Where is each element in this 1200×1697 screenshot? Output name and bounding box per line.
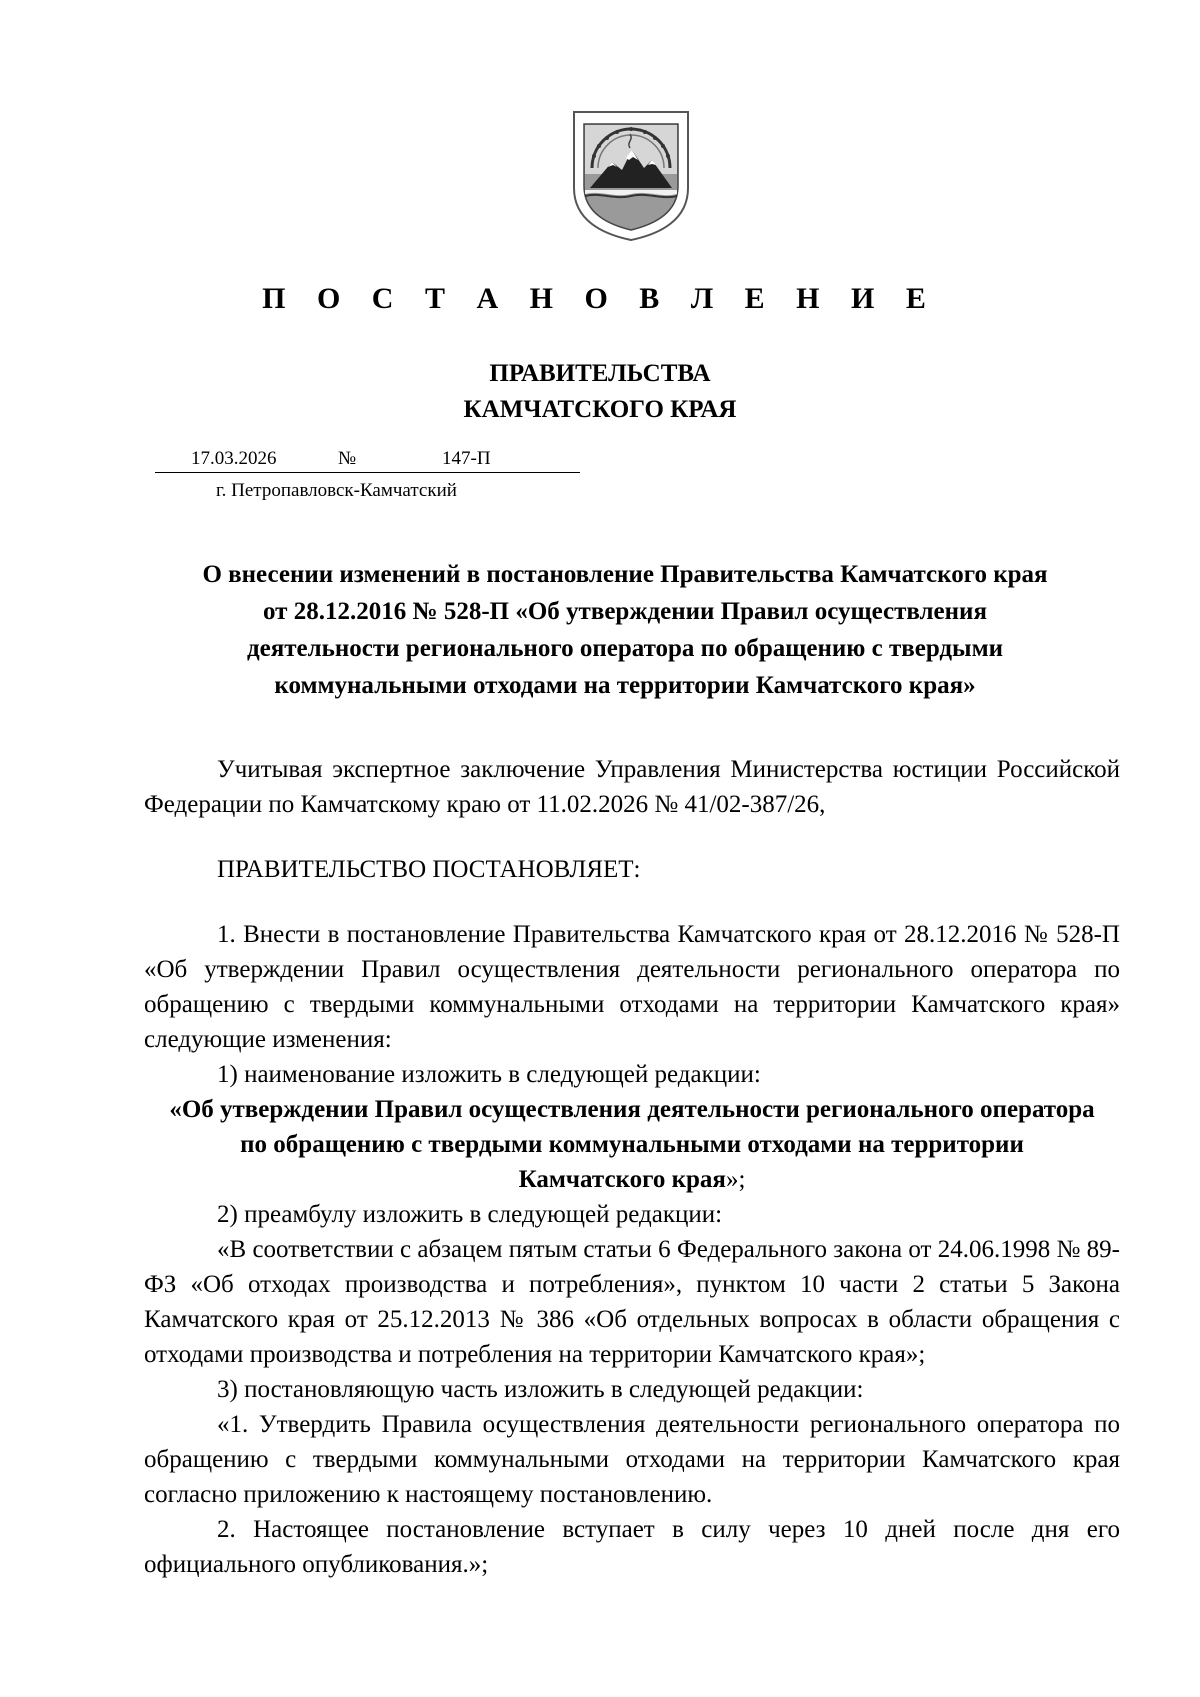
kamchatka-coat-of-arms-icon bbox=[572, 110, 690, 242]
item-1-paragraph: 1. Внести в постановление Правительства Камчатского края от 28.12.2016 № 528-П «Об утверждении Правил осуществления деятельности регионального оператора по обращению с твердыми коммунальными отходами на территории Камчатского края» следующие изменения: bbox=[144, 921, 1120, 1053]
document-date: 17.03.2026 bbox=[191, 448, 277, 469]
subitem-3-paragraph: 3) постановляющую часть изложить в следующей редакции: bbox=[217, 1376, 864, 1403]
city-name: г. Петропавловск-Камчатский bbox=[216, 480, 457, 501]
subitem-1-quote-tail: »; bbox=[725, 1166, 746, 1193]
subitem-1-quote bbox=[144, 1092, 1120, 1197]
authority-line-1: ПРАВИТЕЛЬСТВА bbox=[489, 360, 711, 387]
subitem-1-quote-text: «Об утверждении Правил осуществления деятельности регионального оператора по обращению с твердыми коммунальными отходами на территории Камчатского края bbox=[169, 1096, 1095, 1193]
number-sign: № bbox=[338, 448, 357, 469]
document-number: 147-П bbox=[442, 448, 491, 469]
date-number-line bbox=[155, 446, 580, 473]
subitem-2-paragraph: 2) преамбулу изложить в следующей редакции: bbox=[217, 1201, 723, 1228]
title-line-3: деятельности регионального оператора по обращению с твердыми bbox=[246, 635, 1004, 662]
subitem-2-quote: «В соответствии с абзацем пятым статьи 6 Федерального закона от 24.06.1998 № 89-ФЗ «Об отходах производства и потребления», пунктом 10 части 2 статьи 5 Закона Камчатского края от 25.12.2013 № 386 «Об отдельных вопросах в области обращения с отходами производства и потребления на территории Камчатского края»; bbox=[144, 1236, 1120, 1368]
subitem-3-point-1: «1. Утвердить Правила осуществления деятельности регионального оператора по обращению с твердыми коммунальными отходами на территории Камчатского края согласно приложению к настоящему постановлению. bbox=[144, 1411, 1120, 1508]
issuing-authority bbox=[0, 356, 1200, 428]
document-type-heading: П О С Т А Н О В Л Е Н И Е bbox=[262, 282, 938, 315]
document-title bbox=[130, 556, 1120, 704]
preamble-paragraph: Учитывая экспертное заключение Управления Министерства юстиции Российской Федерации по Камчатскому краю от 11.02.2026 № 41/02-387/26, bbox=[144, 756, 1120, 818]
title-line-2: от 28.12.2016 № 528-П «Об утверждении Правил осуществления bbox=[263, 598, 987, 625]
subitem-1-paragraph: 1) наименование изложить в следующей редакции: bbox=[217, 1061, 761, 1088]
title-line-1: О внесении изменений в постановление Правительства Камчатского края bbox=[202, 561, 1048, 588]
title-line-4: коммунальными отходами на территории Камчатского края» bbox=[274, 672, 976, 699]
subitem-3-point-2: 2. Настоящее постановление вступает в силу через 10 дней после дня его официального опубликования.»; bbox=[144, 1516, 1120, 1578]
document-body bbox=[144, 752, 1120, 1582]
authority-line-2: КАМЧАТСКОГО КРАЯ bbox=[463, 396, 737, 423]
resolves-heading: ПРАВИТЕЛЬСТВО ПОСТАНОВЛЯЕТ: bbox=[217, 856, 641, 883]
